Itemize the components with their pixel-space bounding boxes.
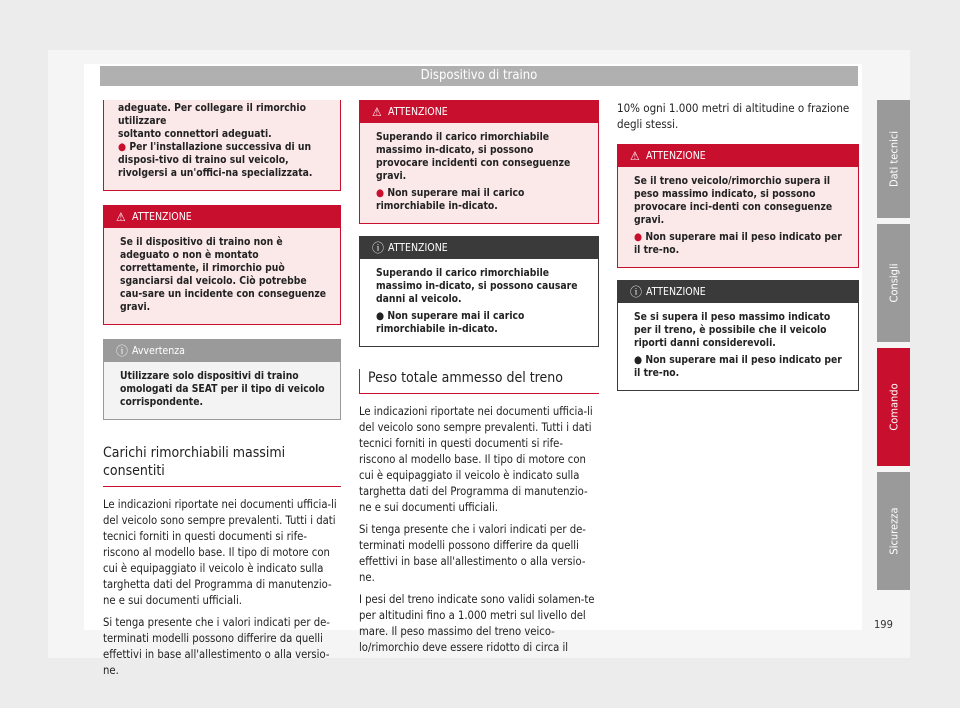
bullet-text: Non superare mai il peso indicato per il tre-no. (634, 354, 842, 379)
warning-bullet (376, 187, 588, 213)
warning-box-dark (617, 280, 859, 391)
bullet-icon: ● (118, 141, 130, 153)
info-icon: ⓘ (116, 344, 129, 358)
column-3 (617, 100, 859, 391)
bullet-icon: ● (634, 231, 646, 243)
warning-box-dark (359, 236, 599, 347)
warning-triangle-icon: ⚠ (372, 105, 382, 119)
page-number: 199 (874, 618, 893, 631)
note-box (103, 339, 341, 420)
tab-dati-tecnici[interactable] (877, 100, 910, 218)
bullet-icon: ● (634, 354, 646, 366)
bullet-icon: ● (376, 310, 388, 322)
warning-box (103, 205, 341, 325)
warning-label: ATTENZIONE (646, 150, 706, 162)
warning-header (104, 206, 340, 228)
warning-label: ATTENZIONE (132, 211, 192, 223)
intro-line: soltanto connettori adeguati. (118, 128, 272, 140)
warning-header (618, 145, 858, 167)
warning-header (360, 101, 598, 123)
tab-label: Dati tecnici (887, 130, 900, 188)
warning-header (618, 281, 858, 303)
paragraph: Le indicazioni riportate nei documenti ufficia-li del veicolo sono sempre prevalenti. Tutti i dati tecnici forniti in questi documenti si rife-riscono al modello base. Il tipo di motore con cui è equipaggiato il veicolo è indicato sulla targhetta dati del Programma di manutenzio-ne e sui documenti ufficiali. (103, 498, 337, 607)
paragraph: 10% ogni 1.000 metri di altitudine o frazione degli stessi. (617, 101, 850, 131)
warning-triangle-icon: ⚠ (630, 149, 640, 163)
tab-label: Sicurezza (887, 507, 900, 555)
bullet-icon: ● (376, 187, 388, 199)
warning-bullet (376, 310, 588, 336)
bullet-text: Per l'installazione successiva di un disposi-tivo di traino sul veicolo, rivolgersi a un'offici-na specializzata. (118, 141, 313, 179)
note-header (104, 340, 340, 362)
bullet-text: Non superare mai il peso indicato per il tre-no. (634, 231, 842, 256)
warning-text: Se il dispositivo di traino non è adeguato o non è montato correttamente, il rimorchio può sganciarsi dal veicolo. Ciò potrebbe cau-sare un incidente con conseguenze gravi. (120, 236, 327, 313)
note-text: Utilizzare solo dispositivi di traino omologati da SEAT per il tipo di veicolo corrispondente. (120, 370, 325, 408)
bullet-text: Non superare mai il carico rimorchiabile in-dicato. (376, 310, 525, 335)
warning-bullet (634, 354, 848, 380)
column-1 (103, 100, 341, 685)
warning-label: ATTENZIONE (388, 242, 448, 254)
warning-text: Superando il carico rimorchiabile massimo in-dicato, si possono provocare incidenti con conseguenze gravi. (376, 131, 571, 182)
paragraph: Si tenga presente che i valori indicati per de-terminati modelli possono differire da quelli effettivi in base all'allestimento o alla versio-ne. (359, 523, 586, 584)
warning-label: ATTENZIONE (646, 286, 706, 298)
warning-header (360, 237, 598, 259)
warning-continued-box (103, 100, 341, 191)
page-title: Dispositivo di traino (100, 66, 858, 86)
warning-triangle-icon: ⚠ (116, 210, 126, 224)
section-title: Peso totale ammesso del treno (359, 369, 599, 394)
tab-sicurezza[interactable] (877, 472, 910, 590)
tab-comando[interactable] (877, 348, 910, 466)
intro-bullet (118, 141, 332, 180)
tab-label: Consigli (887, 263, 900, 303)
intro-line: adeguate. Per collegare il rimorchio utilizzare (118, 102, 306, 127)
paragraph: Le indicazioni riportate nei documenti ufficia-li del veicolo sono sempre prevalenti. Tutti i dati tecnici forniti in questi documenti si rife-riscono al modello base. Il tipo di motore con cui è equipaggiato il veicolo è indicato sulla targhetta dati del Programma di manutenzio-ne e sui documenti ufficiali. (359, 405, 593, 514)
bullet-text: Non superare mai il carico rimorchiabile in-dicato. (376, 187, 525, 212)
warning-text: Superando il carico rimorchiabile massimo in-dicato, si possono causare danni al veicolo. (376, 267, 578, 305)
paragraph: Si tenga presente che i valori indicati per de-terminati modelli possono differire da quelli effettivi in base all'allestimento o alla versio-ne. (103, 616, 330, 677)
tab-label: Comando (887, 383, 900, 431)
section-title: Carichi rimorchiabili massimi consentiti (103, 444, 341, 487)
tab-consigli[interactable] (877, 224, 910, 342)
alert-circle-icon: ⓘ (630, 285, 643, 299)
section (359, 369, 599, 656)
column-2 (359, 100, 599, 662)
note-label: Avvertenza (132, 345, 185, 357)
warning-text: Se il treno veicolo/rimorchio supera il peso massimo indicato, si possono provocare inci-denti con conseguenze gravi. (634, 175, 833, 226)
warning-bullet (634, 231, 848, 257)
warning-box (617, 144, 859, 268)
warning-box (359, 100, 599, 224)
warning-text: Se si supera il peso massimo indicato per il treno, è possibile che il veicolo riporti danni considerevoli. (634, 311, 831, 349)
section (103, 444, 341, 679)
paragraph: I pesi del treno indicate sono validi solamen-te per altitudini fino a 1.000 metri sul livello del mare. Il peso massimo del treno veico-lo/rimorchio deve essere ridotto di circa il (359, 593, 595, 654)
warning-label: ATTENZIONE (388, 106, 448, 118)
alert-circle-icon: ⓘ (372, 241, 385, 255)
